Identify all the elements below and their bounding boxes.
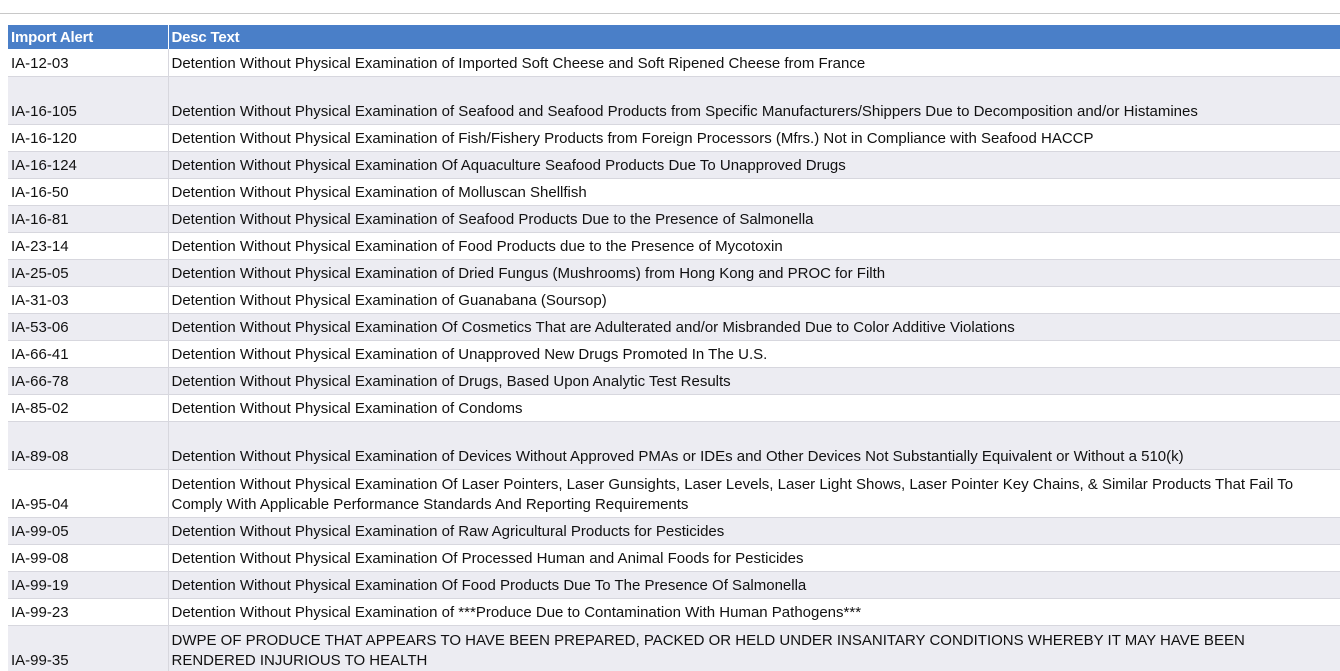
alert-cell[interactable]: IA-99-35 (8, 625, 168, 671)
desc-cell[interactable]: Detention Without Physical Examination of Guanabana (Soursop) (168, 286, 1340, 313)
alert-cell[interactable]: IA-16-81 (8, 205, 168, 232)
alert-cell[interactable]: IA-23-14 (8, 232, 168, 259)
desc-cell[interactable]: Detention Without Physical Examination Of Food Products Due To The Presence Of Salmonella (168, 571, 1340, 598)
alert-cell[interactable]: IA-85-02 (8, 394, 168, 421)
alert-cell[interactable]: IA-16-120 (8, 124, 168, 151)
desc-cell[interactable]: Detention Without Physical Examination of Food Products due to the Presence of Mycotoxin (168, 232, 1340, 259)
desc-cell[interactable]: Detention Without Physical Examination of Condoms (168, 394, 1340, 421)
desc-cell[interactable]: Detention Without Physical Examination of Molluscan Shellfish (168, 178, 1340, 205)
desc-cell[interactable]: Detention Without Physical Examination of Imported Soft Cheese and Soft Ripened Cheese from France (168, 49, 1340, 76)
alert-cell[interactable]: IA-16-50 (8, 178, 168, 205)
desc-cell[interactable]: Detention Without Physical Examination of Dried Fungus (Mushrooms) from Hong Kong and PROC for Filth (168, 259, 1340, 286)
alert-cell[interactable]: IA-95-04 (8, 469, 168, 517)
alert-cell[interactable]: IA-89-08 (8, 421, 168, 469)
alert-cell[interactable]: IA-16-105 (8, 76, 168, 124)
alert-cell[interactable]: IA-99-05 (8, 517, 168, 544)
desc-cell[interactable]: Detention Without Physical Examination of Unapproved New Drugs Promoted In The U.S. (168, 340, 1340, 367)
desc-cell[interactable]: Detention Without Physical Examination Of Laser Pointers, Laser Gunsights, Laser Levels, Laser Light Shows, Laser Pointer Key Chains, & Similar Products That Fail To Comply With Applicable Performance Standards And Reporting Requirements (168, 469, 1340, 517)
table-body (8, 49, 1340, 671)
desc-cell[interactable]: Detention Without Physical Examination of Raw Agricultural Products for Pesticides (168, 517, 1340, 544)
desc-cell[interactable]: Detention Without Physical Examination of Fish/Fishery Products from Foreign Processors (Mfrs.) Not in Compliance with Seafood HACCP (168, 124, 1340, 151)
top-divider (0, 13, 1340, 14)
desc-cell[interactable]: DWPE OF PRODUCE THAT APPEARS TO HAVE BEEN PREPARED, PACKED OR HELD UNDER INSANITARY CONDITIONS WHEREBY IT MAY HAVE BEEN RENDERED INJURIOUS TO HEALTH (168, 625, 1340, 671)
column-header-import-alert[interactable]: Import Alert (8, 25, 168, 49)
desc-cell[interactable]: Detention Without Physical Examination of Seafood and Seafood Products from Specific Manufacturers/Shippers Due to Decomposition and/or Histamines (168, 76, 1340, 124)
alert-cell[interactable]: IA-99-19 (8, 571, 168, 598)
alert-cell[interactable]: IA-53-06 (8, 313, 168, 340)
header-row (8, 25, 1340, 49)
alert-cell[interactable]: IA-16-124 (8, 151, 168, 178)
column-header-desc-text[interactable]: Desc Text (168, 25, 1340, 49)
desc-cell[interactable]: Detention Without Physical Examination of Drugs, Based Upon Analytic Test Results (168, 367, 1340, 394)
alert-cell[interactable]: IA-31-03 (8, 286, 168, 313)
desc-cell[interactable]: Detention Without Physical Examination of Seafood Products Due to the Presence of Salmonella (168, 205, 1340, 232)
desc-cell[interactable]: Detention Without Physical Examination of Devices Without Approved PMAs or IDEs and Other Devices Not Substantially Equivalent or Without a 510(k) (168, 421, 1340, 469)
alert-cell[interactable]: IA-12-03 (8, 49, 168, 76)
alert-cell[interactable]: IA-25-05 (8, 259, 168, 286)
alert-cell[interactable]: IA-66-78 (8, 367, 168, 394)
desc-cell[interactable]: Detention Without Physical Examination of ***Produce Due to Contamination With Human Pathogens*** (168, 598, 1340, 625)
import-alert-table (8, 25, 1340, 671)
alert-cell[interactable]: IA-99-23 (8, 598, 168, 625)
alert-cell[interactable]: IA-99-08 (8, 544, 168, 571)
desc-cell[interactable]: Detention Without Physical Examination Of Processed Human and Animal Foods for Pesticides (168, 544, 1340, 571)
desc-cell[interactable]: Detention Without Physical Examination Of Cosmetics That are Adulterated and/or Misbranded Due to Color Additive Violations (168, 313, 1340, 340)
desc-cell[interactable]: Detention Without Physical Examination Of Aquaculture Seafood Products Due To Unapproved Drugs (168, 151, 1340, 178)
alert-cell[interactable]: IA-66-41 (8, 340, 168, 367)
